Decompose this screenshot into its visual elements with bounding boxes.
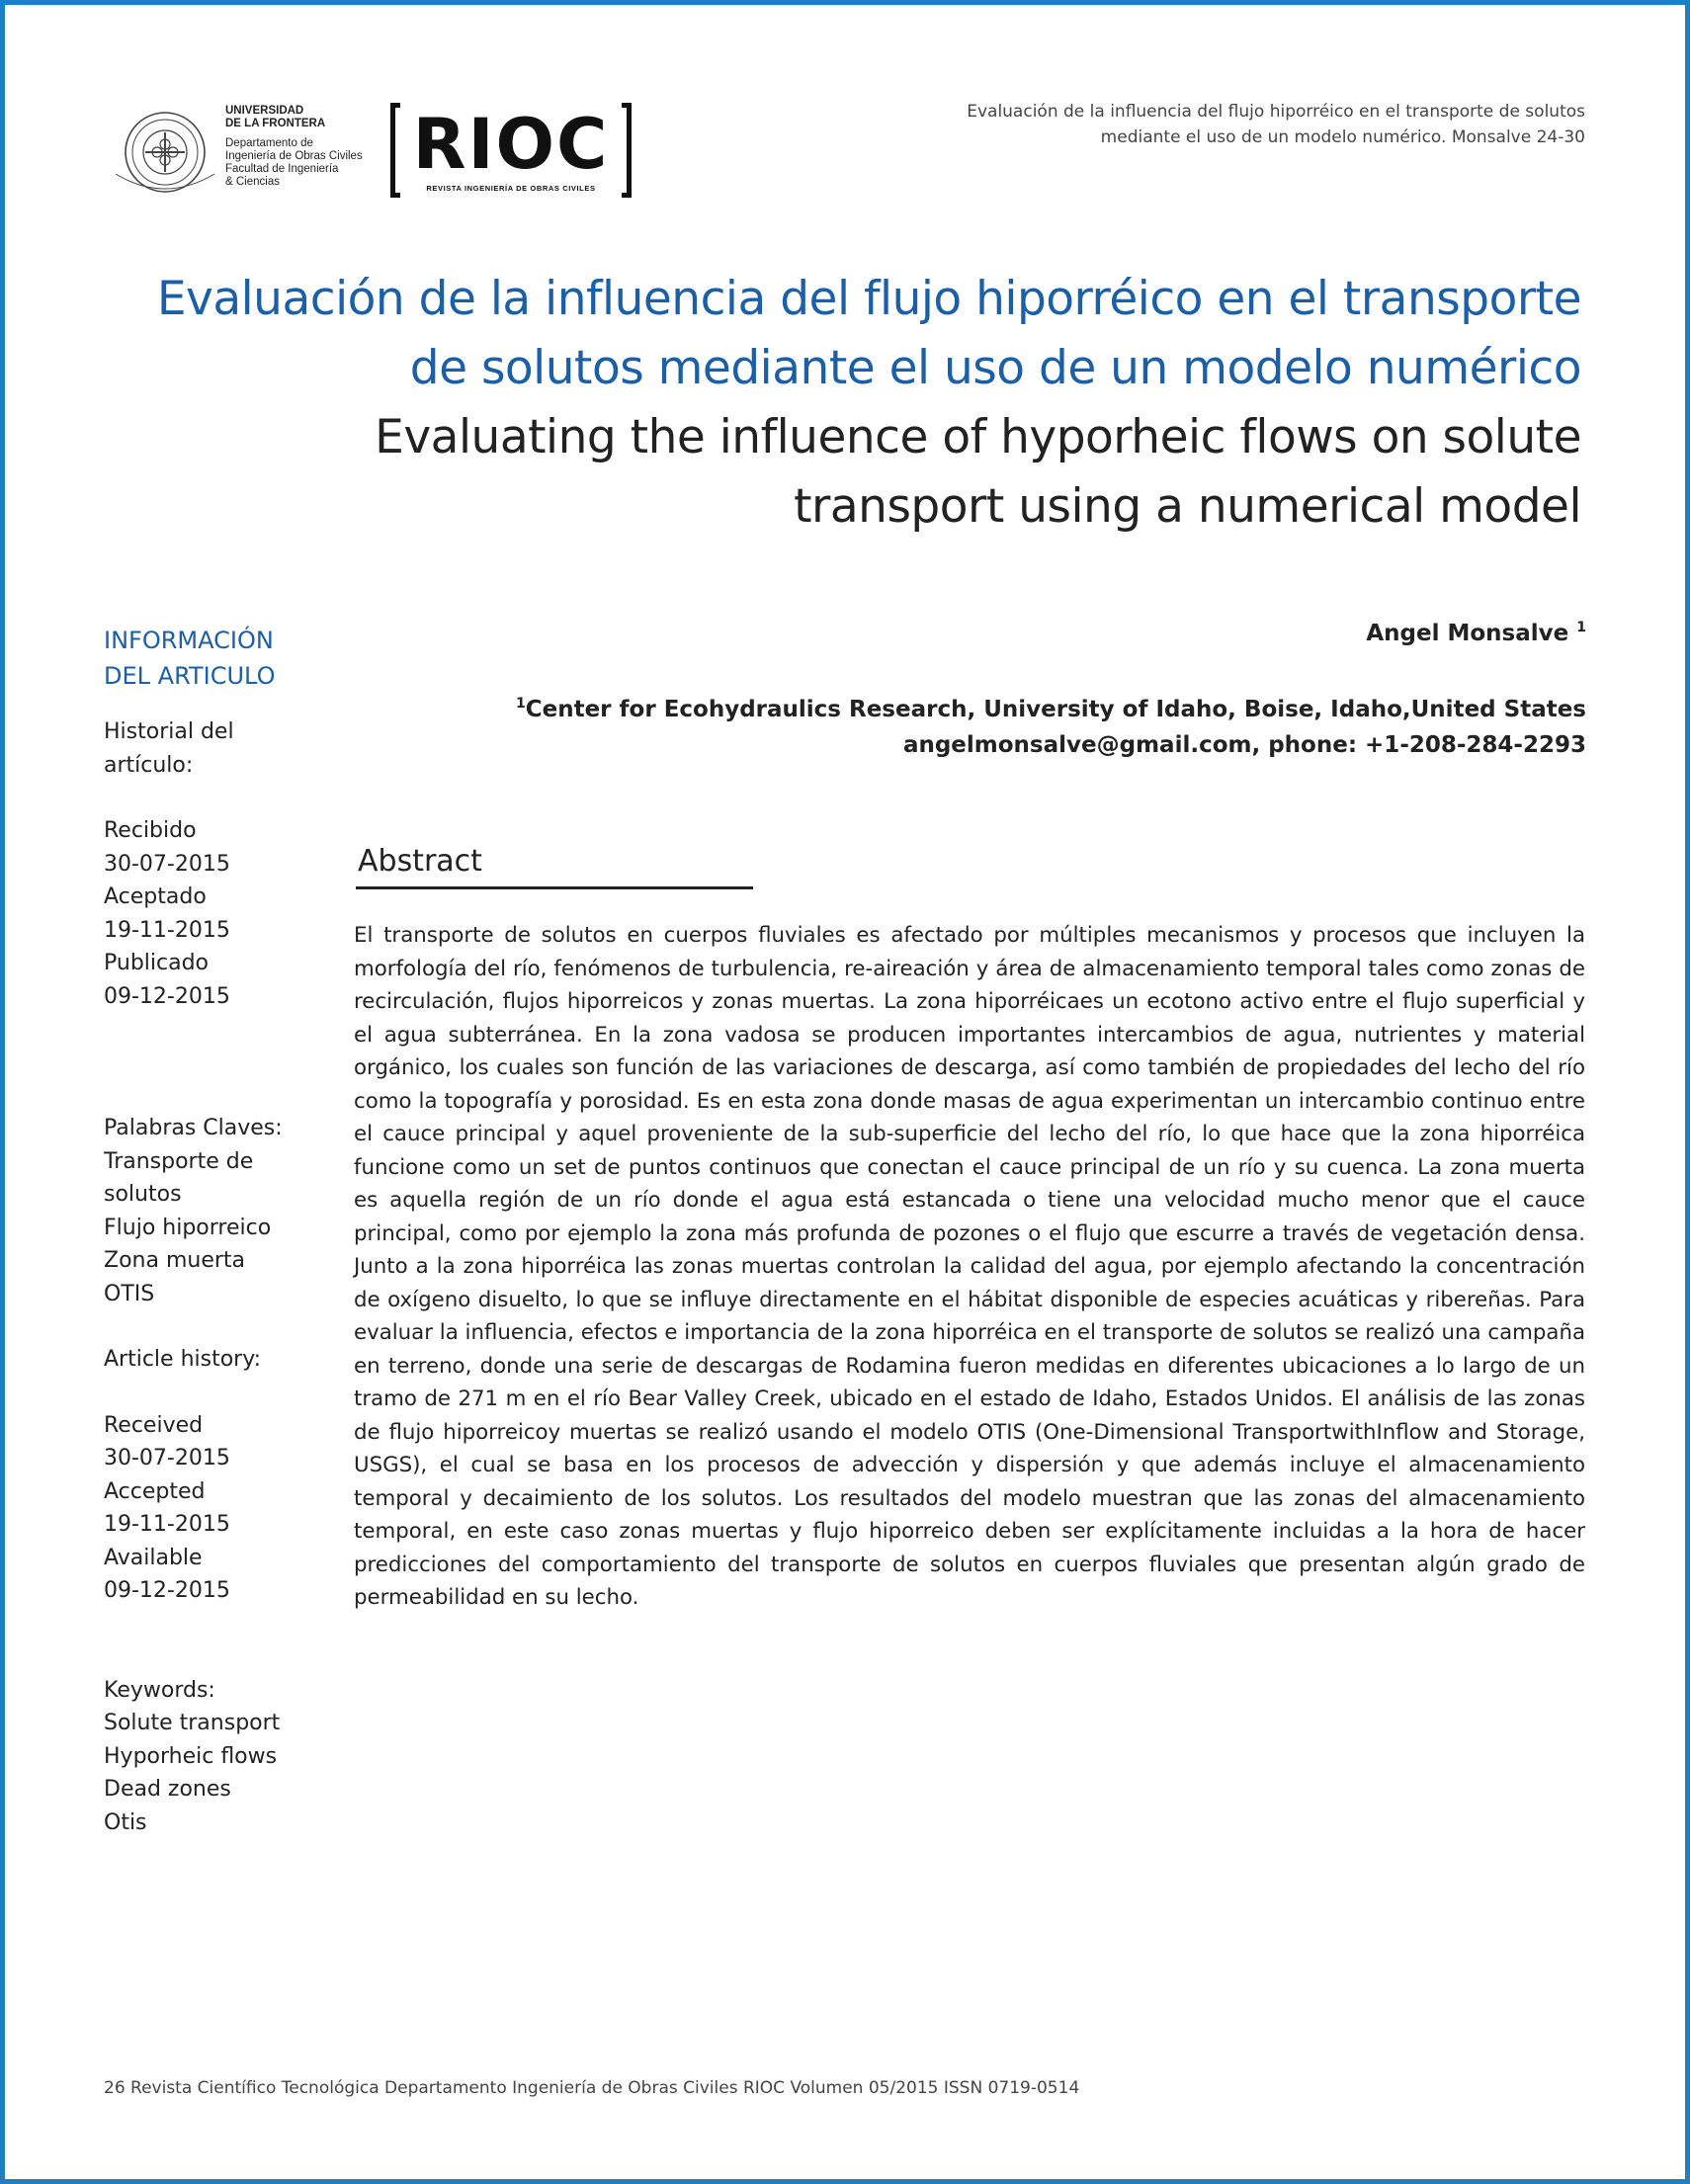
author-name: Angel Monsalve $^1$ [1366, 620, 1586, 646]
aceptado-date: 19-11-2015 [104, 917, 230, 943]
keyword: Solute transport [104, 1711, 281, 1735]
palabra-clave: Transporte de [104, 1148, 254, 1174]
university-seal-icon [111, 105, 219, 200]
affiliation-text: Center for Ecohydraulics Research, University of Idaho, Boise, Idaho,United States [525, 697, 1586, 722]
palabra-clave: Zona muerta [104, 1248, 246, 1273]
title-spanish-line-2: de solutos mediante el uso de un modelo numérico [409, 341, 1581, 395]
available-date: 09-12-2015 [104, 1578, 230, 1603]
title-english [99, 403, 1581, 542]
rioc-logo-text: RIOC [412, 104, 610, 185]
accepted-date: 19-11-2015 [104, 1512, 230, 1537]
accepted-label: Accepted [104, 1478, 206, 1504]
historial-label-2: artículo: [104, 752, 194, 778]
dept-line-3: Facultad de Ingeniería [225, 163, 339, 175]
university-name-1: UNIVERSIDAD [225, 105, 304, 117]
palabra-clave: OTIS [104, 1281, 155, 1306]
keywords-heading: Keywords: [104, 1677, 215, 1703]
page-footer: 26 Revista Científico Tecnológica Departamento Ingeniería de Obras Civiles RIOC Volumen 05/2015 ISSN 0719-0514 [104, 2078, 1080, 2098]
received-date: 30-07-2015 [104, 1446, 230, 1470]
article-history-heading: Article history: [104, 1347, 262, 1372]
recibido-date: 30-07-2015 [104, 851, 230, 877]
rioc-logo-subtitle: REVISTA INGENIERÍA DE OBRAS CIVILES [426, 184, 596, 193]
running-head-line-2: mediante el uso de un modelo numérico. Monsalve 24-30 [1100, 127, 1585, 147]
abstract-underline [356, 886, 753, 889]
university-name-2: DE LA FRONTERA [225, 118, 326, 129]
university-text [225, 105, 363, 189]
article-info-heading: INFORMACIÓN DEL ARTICULO [104, 627, 276, 690]
title-english-line-1: Evaluating the influence of hyporheic flows on solute [375, 410, 1581, 464]
article-info-sidebar [104, 623, 331, 1839]
publicado-date: 09-12-2015 [104, 983, 230, 1009]
author-superscript: 1 [1576, 620, 1586, 635]
palabra-clave: Flujo hiporreico [104, 1215, 272, 1240]
received-label: Received [104, 1412, 204, 1438]
keyword: Hyporheic flows [104, 1743, 278, 1769]
abstract-heading: Abstract [358, 844, 482, 879]
keyword: Otis [104, 1809, 147, 1835]
title-english-line-2: transport using a numerical model [794, 479, 1581, 534]
dept-line-1: Departamento de [225, 137, 313, 149]
rioc-logo [390, 103, 632, 198]
recibido-label: Recibido [104, 818, 197, 843]
dept-line-2: Ingeniería de Obras Civiles [225, 150, 363, 162]
affiliation-superscript: 1 [515, 696, 526, 712]
available-label: Available [104, 1545, 203, 1570]
author-affiliation [400, 692, 1586, 763]
running-head [834, 99, 1585, 150]
publicado-label: Publicado [104, 951, 210, 975]
dept-line-4: & Ciencias [225, 176, 280, 188]
aceptado-label: Aceptado [104, 884, 207, 909]
historial-label-1: Historial del [104, 719, 234, 744]
abstract-body: El transporte de solutos en cuerpos fluviales es afectado por múltiples mecanismos y procesos que incluyen la morfología del río, fenómenos de turbulencia, re-aireación y área de almacenamiento temporal tales como zonas de recirculación, flujos hiporreicos y zonas muertas. La zona hiporréicaes un ecotono activo entre el flujo superficial y el agua subterránea. En la zona vadosa se producen importantes intercambios de agua, nutrientes y material orgánico, los cuales son función de las variaciones de descarga, así como también de propiedades del lecho del río como la topografía y porosidad. Es en esta zona donde masas de agua experimentan un intercambio continuo entre el cauce principal y aquel proveniente de la sub-superficie del lecho del río, lo que hace que la zona hiporréica funcione como un set de puntos continuos que conectan el cauce principal de un río y su cuenca. La zona muerta es aquella región de un río donde el agua está estancada o tiene una velocidad mucho menor que el cauce principal, como por ejemplo la zona más profunda de pozones o el flujo que escurre a través de vegetación densa. Junto a la zona hiporréica las zonas muertas controlan la calidad del agua, por ejemplo afectando la concentración de oxígeno disuelto, lo que se influye directamente en el hábitat disponible de especies acuáticas y ribereñas. Para evaluar la influencia, efectos e importancia de la zona hiporréica en el transporte de solutos se realizó una campaña en terreno, donde una serie de descargas de Rodamina fueron medidas en diferentes ubicaciones a lo largo de un tramo de 271 m en el río Bear Valley Creek, ubicado en el estado de Idaho, Estados Unidos. El análisis de las zonas de flujo hiporreicoy muertas se realizó usando el modelo OTIS (One-Dimensional TransportwithInflow and Storage, USGS), el cual se basa en los procesos de advección y dispersión y que además incluye el almacenamiento temporal y decaimiento de los solutos. Los resultados del modelo muestran que las zonas del almacenamiento temporal, en este caso zonas muertas y flujo hiporreico deben ser explícitamente incluidas a la hora de hacer predicciones del comportamiento del transporte de solutos en cuerpos fluviales que presentan algún grado de permeabilidad en su lecho. [354, 923, 1585, 1610]
palabras-claves-heading: Palabras Claves: [104, 1116, 283, 1140]
palabra-clave: solutos [104, 1182, 182, 1207]
author-contact: angelmonsalve@gmail.com, phone: +1-208-284-2293 [902, 732, 1586, 758]
keyword: Dead zones [104, 1777, 231, 1802]
title-spanish [99, 265, 1581, 403]
running-head-line-1: Evaluación de la influencia del flujo hiporréico en el transporte de solutos [967, 102, 1585, 122]
title-spanish-line-1: Evaluación de la influencia del flujo hiporréico en el transporte [156, 272, 1581, 326]
